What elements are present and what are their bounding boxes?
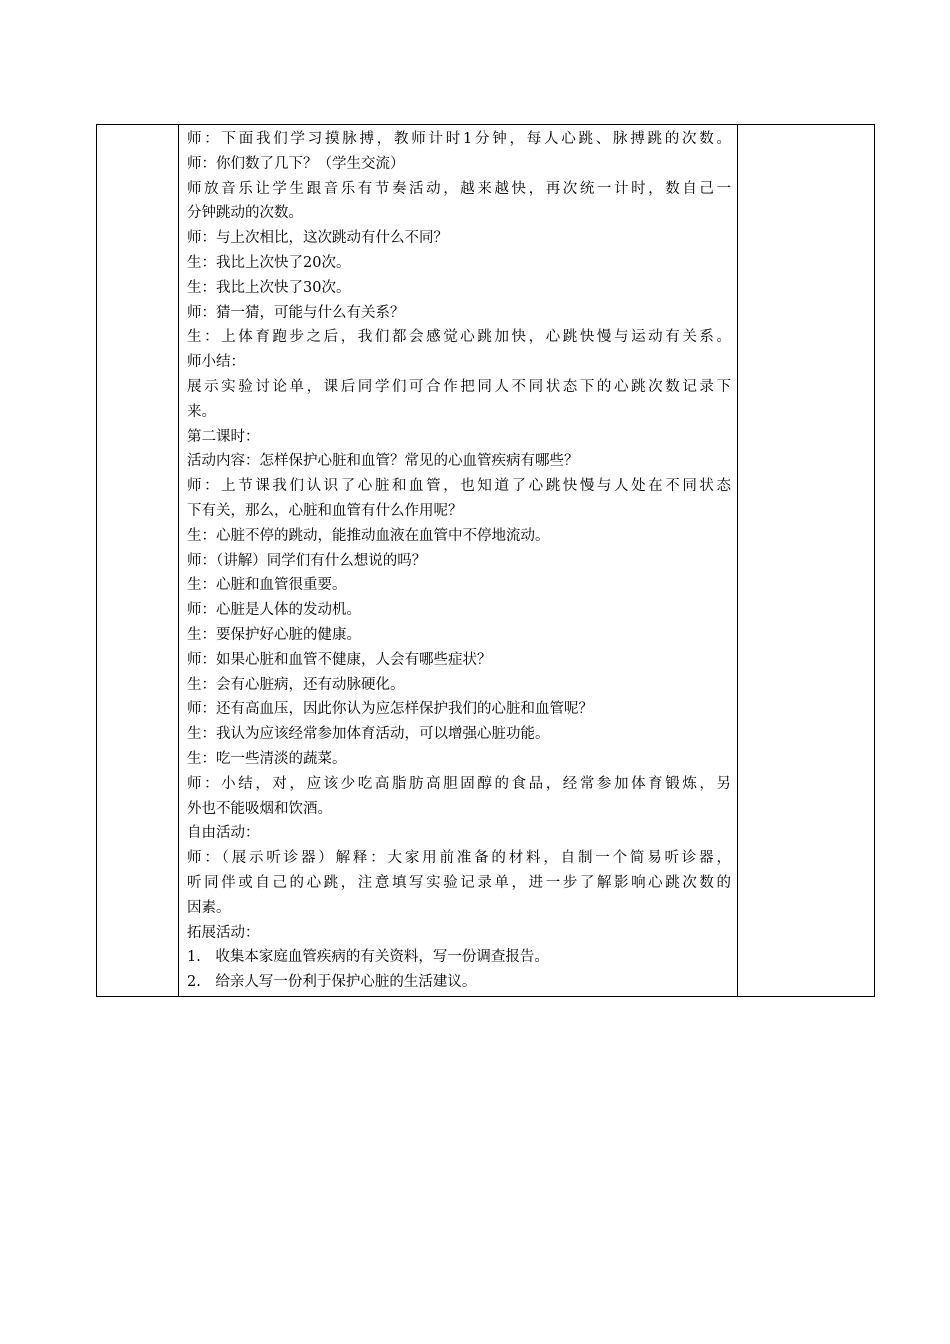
content-line: 听同伴或自己的心跳，注意填写实验记录单，进一步了解影响心跳次数的 — [187, 874, 731, 891]
content-line: 师：你们数了几下？（学生交流） — [187, 155, 405, 172]
content-line: 2. 给亲人写一份利于保护心脏的生活建议。 — [187, 974, 477, 991]
content-line: 因素。 — [187, 899, 231, 916]
content-line: 外也不能吸烟和饮酒。 — [187, 800, 332, 817]
content-line: 生：上体育跑步之后，我们都会感觉心跳加快，心跳快慢与运动有关系。 — [187, 329, 731, 346]
content-line: 师：还有高血压，因此你认为应怎样保护我们的心脏和血管呢？ — [187, 701, 593, 718]
content-line: 生：我比上次快了20次。 — [187, 254, 351, 271]
content-line: 师：（展示听诊器）解释：大家用前准备的材料，自制一个简易听诊器， — [187, 850, 731, 867]
content-line: 生：我认为应该经常参加体育活动，可以增强心脏功能。 — [187, 726, 550, 743]
content-line: 师：下面我们学习摸脉搏，教师计时1分钟，每人心跳、脉搏跳的次数。 — [187, 131, 731, 147]
content-line: 自由活动： — [187, 825, 260, 842]
content-line: 师放音乐让学生跟音乐有节奏活动，越来越快，再次统一计时，数自己一 — [187, 180, 731, 197]
content-line: 生：我比上次快了30次。 — [187, 279, 351, 296]
content-line: 生：会有心脏病，还有动脉硬化。 — [187, 676, 405, 693]
content-line: 师：上节课我们认识了心脏和血管，也知道了心跳快慢与人处在不同状态 — [187, 478, 731, 495]
content-line: 师：小结，对，应该少吃高脂肪高胆固醇的食品，经常参加体育锻炼，另 — [187, 775, 731, 792]
content-line: 师：如果心脏和血管不健康，人会有哪些症状？ — [187, 651, 492, 668]
lesson-content-cell — [179, 125, 738, 995]
content-line: 活动内容：怎样保护心脏和血管？常见的心血管疾病有哪些？ — [187, 453, 579, 470]
content-line: 来。 — [187, 403, 216, 420]
content-line: 展示实验讨论单，课后同学们可合作把同人不同状态下的心跳次数记录下 — [187, 378, 731, 395]
content-line: 拓展活动： — [187, 924, 260, 941]
content-line: 师小结： — [187, 354, 245, 371]
content-line: 第二课时： — [187, 428, 260, 445]
content-line: 1. 收集本家庭血管疾病的有关资料，写一份调查报告。 — [187, 949, 549, 966]
content-line: 师：（讲解）同学们有什么想说的吗？ — [187, 552, 427, 569]
content-line: 下有关，那么，心脏和血管有什么作用呢？ — [187, 502, 463, 519]
content-line: 师：猜一猜，可能与什么有关系？ — [187, 304, 405, 321]
content-line: 师：心脏是人体的发动机。 — [187, 602, 361, 619]
content-line: 生：心脏和血管很重要。 — [187, 577, 347, 594]
lesson-table — [96, 124, 875, 997]
content-line: 师：与上次相比，这次跳动有什么不同？ — [187, 230, 448, 247]
content-line: 生：吃一些清淡的蔬菜。 — [187, 750, 347, 767]
content-line: 生：要保护好心脏的健康。 — [187, 626, 361, 643]
content-line: 分钟跳动的次数。 — [187, 205, 303, 222]
content-line: 生：心脏不停的跳动，能推动血液在血管中不停地流动。 — [187, 527, 550, 544]
